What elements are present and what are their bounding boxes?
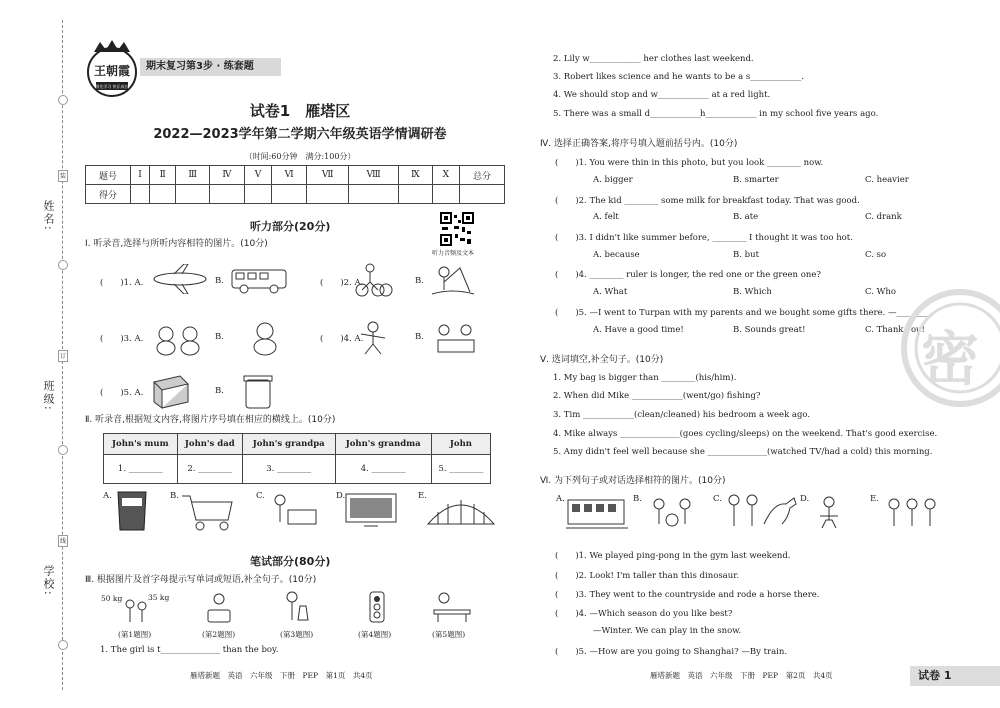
figure-caption: (第3题图) xyxy=(280,630,314,639)
binding-margin xyxy=(0,0,80,708)
answer-blank[interactable]: 1. ________ xyxy=(104,455,178,484)
paper-title: 试卷1 雁塔区 xyxy=(249,102,351,120)
score-row xyxy=(86,185,505,204)
score-cell: Ⅱ xyxy=(149,166,175,185)
score-header-row xyxy=(86,166,505,185)
s6-pic-label: C. xyxy=(713,494,722,504)
s4-q2-opt: B. ate xyxy=(733,212,759,222)
s6-pic-label: B. xyxy=(633,494,642,504)
s4-q4: ( )4. ________ ruler is longer, the red one or the green one? xyxy=(555,270,821,280)
family-table xyxy=(103,433,491,484)
dining-hall-icon xyxy=(432,590,472,624)
class-label: 班级: xyxy=(42,380,55,412)
girl-washing-icon xyxy=(204,592,234,624)
tv-icon xyxy=(344,492,400,530)
figure-caption: (第1题图) xyxy=(118,630,152,639)
family-header: John's grandma xyxy=(335,434,431,455)
score-input-cell[interactable] xyxy=(176,185,210,204)
s4-q1-opt: A. bigger xyxy=(593,175,633,185)
qr-code[interactable] xyxy=(440,212,474,246)
family-header: John xyxy=(431,434,490,455)
s4-q2: ( )2. The kid ________ some milk for breakfast today. That was good. xyxy=(555,196,860,206)
watermark-seal xyxy=(900,288,1000,408)
weight-label: 50 kg xyxy=(101,594,123,603)
figure-caption: (第2题图) xyxy=(202,630,236,639)
s1-q2-label: ( )2. A. xyxy=(320,278,364,288)
paper-subtitle: 2022—2023学年第二学期六年级英语学情调研卷 xyxy=(153,127,447,142)
binding-hole xyxy=(58,640,68,650)
score-input-cell[interactable] xyxy=(272,185,307,204)
s4-q5: ( )5. —I went to Turpan with my parents and we bought some gifts there. —________ xyxy=(555,308,931,318)
score-input-cell[interactable] xyxy=(149,185,175,204)
bus-icon xyxy=(230,266,290,294)
s6-item: ( )1. We played ping-pong in the gym last weekend. xyxy=(555,551,791,561)
s6-item: —Winter. We can play in the snow. xyxy=(593,626,742,636)
s4-q4-opt: C. Who xyxy=(865,287,896,297)
s3-q2: 2. Lily w____________ her clothes last weekend. xyxy=(553,54,754,64)
name-label: 姓名: xyxy=(42,200,55,232)
answer-blank[interactable]: 4. ________ xyxy=(335,455,431,484)
score-input-cell[interactable] xyxy=(210,185,245,204)
s1-q5-b: B. xyxy=(215,386,224,396)
s4-q5-opt: B. Sounds great! xyxy=(733,325,806,335)
score-cell: Ⅳ xyxy=(210,166,245,185)
score-input-cell[interactable] xyxy=(244,185,271,204)
score-input-cell[interactable] xyxy=(460,185,505,204)
binding-hole xyxy=(58,95,68,105)
s6-item: ( )5. —How are you going to Shanghai? —By train. xyxy=(555,647,788,657)
score-cell: 得分 xyxy=(86,185,131,204)
traffic-light-icon xyxy=(368,590,386,624)
answer-blank[interactable]: 3. ________ xyxy=(242,455,335,484)
cyclists-icon xyxy=(352,262,397,298)
s4-q1-opt: B. smarter xyxy=(733,175,779,185)
cat-icon xyxy=(250,320,280,356)
score-table xyxy=(85,165,505,204)
score-input-cell[interactable] xyxy=(307,185,349,204)
s3-q5a: 5. There was a small d____________ xyxy=(553,109,702,119)
binding-hole xyxy=(58,260,68,270)
footer-right: 雁塔新题 英语 六年级 下册 PEP 第2页 共4页 xyxy=(650,671,833,680)
answer-blank[interactable]: 5. ________ xyxy=(431,455,490,484)
s2-pic-label: C. xyxy=(256,491,265,501)
s2-pic-label: E. xyxy=(418,491,427,501)
s6-item: ( )4. —Which season do you like best? xyxy=(555,609,733,619)
figure-caption: (第4题图) xyxy=(358,630,392,639)
s3-q4: 4. We should stop and w____________ at a red light. xyxy=(553,90,771,100)
footer-left: 雁塔新题 英语 六年级 下册 PEP 第1页 共4页 xyxy=(190,671,373,680)
section-4-title: Ⅳ. 选择正确答案,将序号填入题前括号内。(10分) xyxy=(540,139,738,149)
s4-q4-opt: B. Which xyxy=(733,287,772,297)
score-cell: Ⅶ xyxy=(307,166,349,185)
s5-item: 1. My bag is bigger than ________(his/him). xyxy=(553,373,737,383)
qr-caption: 听力音频及文本 xyxy=(432,250,475,257)
s5-item: 3. Tim ____________(clean/cleaned) his bedroom a week ago. xyxy=(553,410,811,420)
publisher-logo xyxy=(82,38,142,98)
s1-q2-b: B. xyxy=(415,276,424,286)
binding-mark: 线 xyxy=(58,535,68,547)
shopping-cart-icon xyxy=(180,492,236,532)
writing-title: 笔试部分(80分) xyxy=(250,555,331,568)
ping-pong-icon xyxy=(724,492,762,532)
binding-hole xyxy=(58,445,68,455)
family-header: John's dad xyxy=(177,434,242,455)
s6-pic-label: E. xyxy=(870,494,879,504)
score-cell: Ⅹ xyxy=(432,166,459,185)
s2-pic-label: B. xyxy=(170,491,179,501)
s1-q1-label: ( )1. A. xyxy=(100,278,144,288)
s4-q3: ( )3. I didn't like summer before, ________ I thought it was too hot. xyxy=(555,233,853,243)
s4-q3-opt: C. so xyxy=(865,250,887,260)
countryside-family-icon xyxy=(882,494,942,532)
s4-q4-opt: A. What xyxy=(593,287,628,297)
answer-blank[interactable]: 2. ________ xyxy=(177,455,242,484)
s5-item: 5. Amy didn't feel well because she ______________(watched TV/had a cold) this morning. xyxy=(553,447,933,457)
exam-time: （时间:60分钟 满分:100分） xyxy=(244,152,356,161)
weight-label: 35 kg xyxy=(148,593,170,602)
s4-q5-opt: A. Have a good time! xyxy=(593,325,684,335)
family-answer-row xyxy=(104,455,491,484)
watermark-char: 密 xyxy=(920,325,979,393)
s3-q3: 3. Robert likes science and he wants to be a s____________. xyxy=(553,72,804,82)
score-input-cell[interactable] xyxy=(131,185,150,204)
s2-pic-label: D. xyxy=(336,491,346,501)
s6-item: ( )3. They went to the countryside and rode a horse there. xyxy=(555,590,820,600)
s5-item: 2. When did Mike ____________(went/go) fishing? xyxy=(553,391,761,401)
cooking-icon xyxy=(264,492,320,530)
score-cell: Ⅸ xyxy=(398,166,432,185)
logo-subtext: 领先学习 快乐成长 xyxy=(95,84,129,89)
horse-rider-icon xyxy=(812,494,846,532)
s2-pic-label: A. xyxy=(103,491,112,501)
score-cell: 题号 xyxy=(86,166,131,185)
family-header: John's grandpa xyxy=(242,434,335,455)
score-cell: Ⅴ xyxy=(244,166,271,185)
s1-q1-b: B. xyxy=(215,276,224,286)
score-cell: Ⅲ xyxy=(176,166,210,185)
cats-icon xyxy=(152,322,204,356)
winter-play-icon xyxy=(645,494,703,532)
s4-q2-opt: A. felt xyxy=(593,212,619,222)
dinosaur-icon xyxy=(760,494,800,532)
score-cell: Ⅰ xyxy=(131,166,150,185)
school-label: 学校: xyxy=(42,565,55,597)
scientist-icon xyxy=(280,590,310,624)
dancing-girl-icon xyxy=(355,320,391,356)
family-header: John's mum xyxy=(104,434,178,455)
s1-q5-label: ( )5. A. xyxy=(100,388,144,398)
section-6-title: Ⅵ. 为下列句子或对话选择相符的图片。(10分) xyxy=(540,476,726,486)
s6-pic-label: D. xyxy=(800,494,810,504)
fishing-icon xyxy=(430,262,475,298)
chips-bag-icon xyxy=(112,488,152,534)
score-cell: Ⅷ xyxy=(349,166,399,185)
airplane-icon xyxy=(150,264,210,294)
s4-q2-opt: C. drank xyxy=(865,212,902,222)
listening-title: 听力部分(20分) xyxy=(250,220,331,233)
s4-q5-opt: C. Thank you! xyxy=(865,325,925,335)
boy-girl-icon xyxy=(122,598,150,624)
section-1-title: Ⅰ. 听录音,选择与所听内容相符的图片。(10分) xyxy=(85,239,268,249)
binding-mark: 订 xyxy=(58,350,68,362)
s4-q1-opt: C. heavier xyxy=(865,175,909,185)
score-input-cell[interactable] xyxy=(349,185,399,204)
s1-q3-b: B. xyxy=(215,332,224,342)
page-badge: 试卷 1 xyxy=(910,666,1000,686)
figure-caption: (第5题图) xyxy=(432,630,466,639)
s4-q1: ( )1. You were thin in this photo, but you look ________ now. xyxy=(555,158,824,168)
s4-q3-opt: B. but xyxy=(733,250,759,260)
s1-q4-label: ( )4. A. xyxy=(320,334,364,344)
s4-q3-opt: A. because xyxy=(593,250,640,260)
train-icon xyxy=(566,492,628,532)
book-icon xyxy=(150,374,192,410)
section-2-title: Ⅱ. 听录音,根据短文内容,将图片序号填在相应的横线上。(10分) xyxy=(85,415,336,425)
score-cell: Ⅵ xyxy=(272,166,307,185)
jar-icon xyxy=(240,374,276,410)
score-input-cell[interactable] xyxy=(398,185,432,204)
score-cell: 总分 xyxy=(460,166,505,185)
header-banner: 期末复习第3步 · 练套题 xyxy=(140,58,281,76)
stadium-icon xyxy=(424,492,498,530)
s3-q1: 1. The girl is t______________ than the boy. xyxy=(100,645,279,655)
section-5-title: Ⅴ. 选词填空,补全句子。(10分) xyxy=(540,355,664,365)
s6-pic-label: A. xyxy=(556,494,565,504)
s3-q5b: h____________ in my school five years ago. xyxy=(700,109,879,119)
qr-code-icon xyxy=(440,212,474,246)
s5-item: 4. Mike always ______________(goes cycling/sleeps) on the weekend. That's good exercise. xyxy=(553,429,938,439)
logo-text: 王朝霞 xyxy=(93,64,130,78)
section-3-title: Ⅲ. 根据图片及首字母提示写单词或短语,补全句子。(10分) xyxy=(85,575,317,585)
children-reading-icon xyxy=(432,320,480,356)
s6-item: ( )2. Look! I'm taller than this dinosaur. xyxy=(555,571,740,581)
s1-q3-label: ( )3. A. xyxy=(100,334,144,344)
s1-q4-b: B. xyxy=(415,332,424,342)
binding-mark: 装 xyxy=(58,170,68,182)
score-input-cell[interactable] xyxy=(432,185,459,204)
family-header-row xyxy=(104,434,491,455)
